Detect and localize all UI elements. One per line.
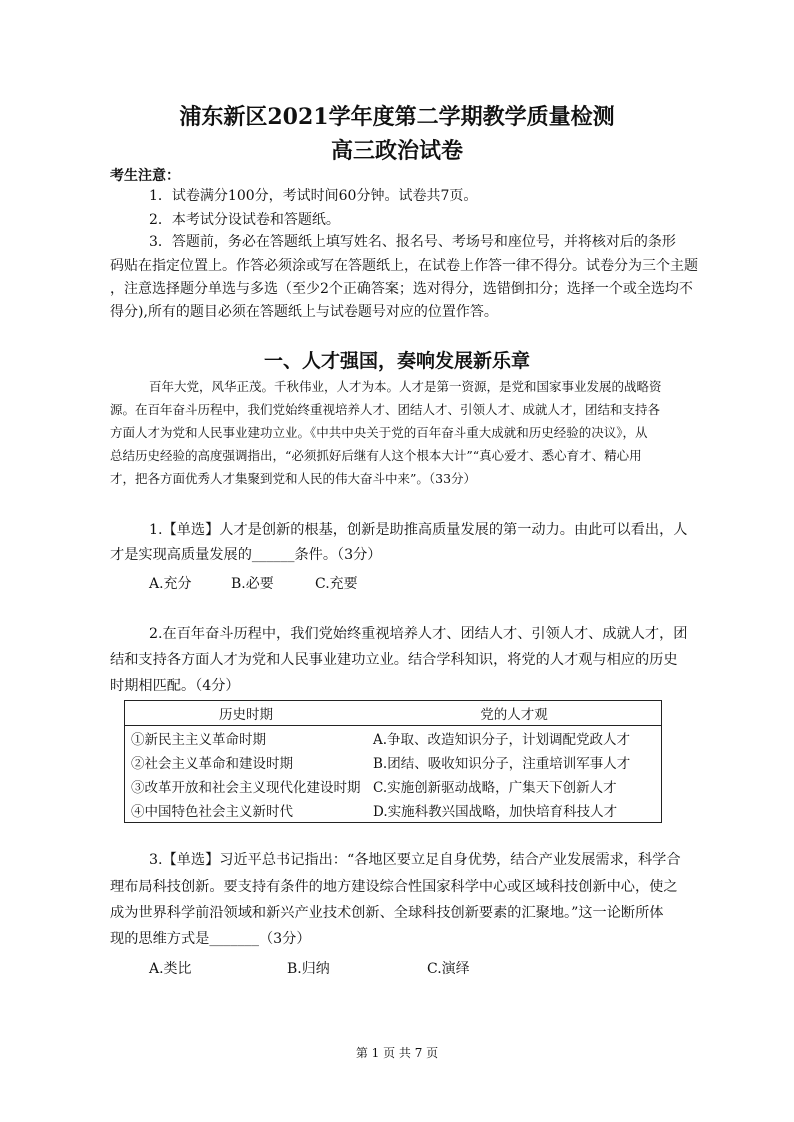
question-1-line: 1.【单选】人才是创新的根基，创新是助推高质量发展的第一动力。由此可以看出，人: [149, 522, 688, 538]
matching-table: [124, 700, 662, 823]
note-line: 2．本考试分设试卷和答题纸。: [149, 212, 340, 228]
note-line: ，注意选择题分单选与多选（至少2个正确答案；选对得分，选错倒扣分；选择一个或全选均不: [110, 281, 693, 297]
exam-subtitle: 高三政治试卷: [330, 138, 463, 164]
question-1-option-a: A.充分: [149, 576, 192, 592]
table-cell-period: ①新民主主义革命时期: [125, 726, 368, 751]
note-line: 码贴在指定位置上。作答必须涂或写在答题纸上，在试卷上作答一律不得分。试卷分为三个主题: [110, 258, 698, 274]
table-row: [125, 774, 662, 798]
intro-line: 源。在百年奋斗历程中，我们党始终重视培养人才、团结人才、引领人才、成就人才，团结和支持各: [110, 402, 661, 417]
question-2-line: 结和支持各方面人才为党和人民事业建功立业。结合学科知识，将党的人才观与相应的历史: [110, 652, 678, 668]
note-line: 得分),所有的题目必须在答题纸上与试卷题号对应的位置作答。: [110, 304, 498, 320]
intro-line: 总结历史经验的高度强调指出，“必须抓好后继有人这个根本大计”“真心爱才、悉心育才、精心用: [110, 448, 642, 463]
table-cell-talent-view: C.实施创新驱动战略，广集天下创新人才: [367, 774, 662, 798]
question-3-line: 成为世界科学前沿领域和新兴产业技术创新、全球科技创新要素的汇聚地。”这一论断所体: [110, 905, 664, 921]
notes-heading: 考生注意：: [110, 168, 180, 184]
question-1-option-c: C.充要: [315, 576, 358, 592]
question-3-line: 3.【单选】习近平总书记指出：“各地区要立足自身优势，结合产业发展需求，科学合: [149, 852, 681, 868]
question-3-option-a: A.类比: [149, 961, 192, 977]
note-line: 1．试卷满分100分，考试时间60分钟。试卷共7页。: [149, 188, 478, 204]
table-cell-period: ④中国特色社会主义新时代: [125, 798, 368, 823]
question-3-option-b: B.归纳: [287, 961, 330, 977]
intro-line: 百年大党，风华正茂。千秋伟业，人才为本。人才是第一资源，是党和国家事业发展的战略资: [149, 379, 662, 394]
table-cell-period: ②社会主义革命和建设时期: [125, 750, 368, 774]
intro-line: 方面人才为党和人民事业建功立业。《中共中央关于党的百年奋斗重大成就和历史经验的决议》，从: [110, 425, 648, 440]
question-1-line: 才是实现高质量发展的______条件。（3分）: [110, 547, 382, 563]
question-2-line: 时期相匹配。（4分）: [110, 678, 240, 694]
table-cell-period: ③改革开放和社会主义现代化建设时期: [125, 774, 368, 798]
table-cell-talent-view: B.团结、吸收知识分子，注重培训军事人才: [367, 750, 662, 774]
table-header-talent-view: 党的人才观: [367, 701, 662, 726]
table-row: [125, 750, 662, 774]
question-3-line: 理布局科技创新。要支持有条件的地方建设综合性国家科学中心或区域科技创新中心，使之: [110, 879, 678, 895]
table-header-period: 历史时期: [125, 701, 368, 726]
table-row: [125, 798, 662, 823]
table-cell-talent-view: D.实施科教兴国战略，加快培育科技人才: [367, 798, 662, 823]
table-cell-talent-view: A.争取、改造知识分子，计划调配党政人才: [367, 726, 662, 751]
question-3-option-c: C.演绎: [427, 961, 470, 977]
table-header-row: [125, 701, 662, 726]
exam-title: 浦东新区2021学年度第二学期教学质量检测: [179, 104, 615, 130]
table-row: [125, 726, 662, 751]
question-1-option-b: B.必要: [231, 576, 274, 592]
question-3-line: 现的思维方式是_______（3分）: [110, 931, 311, 947]
page-number: 第 1 页 共 7 页: [355, 1046, 439, 1060]
intro-line: 才，把各方面优秀人才集聚到党和人民的伟大奋斗中来”。（33分）: [110, 471, 477, 486]
section-title: 一、人才强国，奏响发展新乐章: [263, 350, 530, 372]
note-line: 3．答题前，务必在答题纸上填写姓名、报名号、考场号和座位号，并将核对后的条形: [149, 234, 676, 250]
question-2-line: 2.在百年奋斗历程中，我们党始终重视培养人才、团结人才、引领人才、成就人才，团: [149, 626, 688, 642]
